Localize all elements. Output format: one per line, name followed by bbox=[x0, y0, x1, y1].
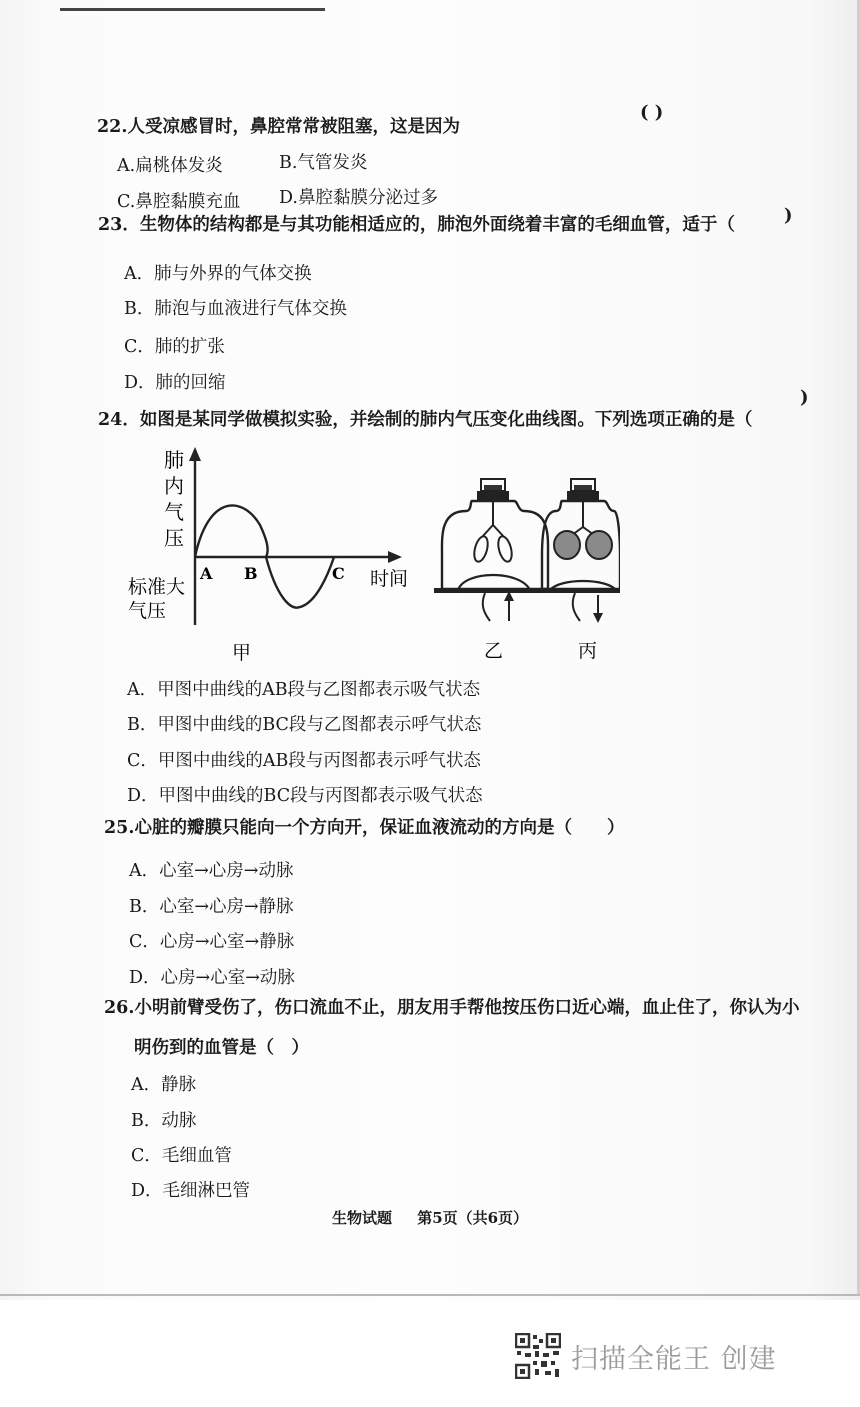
question-26-option-d: D．毛细淋巴管 bbox=[131, 1181, 251, 1201]
lung-left bbox=[472, 535, 490, 563]
caption-jia: 甲 bbox=[232, 642, 252, 664]
question-24-option-a: A．甲图中曲线的AB段与乙图都表示吸气状态 bbox=[127, 680, 481, 700]
question-23-option-a: A．肺与外界的气体交换 bbox=[124, 264, 312, 284]
question-22-option-d: D.鼻腔黏膜分泌过多 bbox=[279, 188, 438, 208]
y-label-char: 内 bbox=[164, 474, 184, 498]
question-25-option-d: D．心房→心室→动脉 bbox=[129, 968, 295, 988]
point-b-label: B bbox=[244, 564, 258, 583]
question-22-option-a: A.扁桃体发炎 bbox=[117, 156, 223, 176]
point-c-label: C bbox=[332, 564, 345, 583]
q24-figure bbox=[120, 445, 620, 665]
question-24-stem: 24．如图是某同学做模拟实验，并绘制的肺内气压变化曲线图。下列选项正确的是（ bbox=[98, 410, 753, 430]
footer-page-number: 第5页（共6页） bbox=[417, 1209, 529, 1227]
y-label-char: 压 bbox=[164, 526, 184, 550]
question-25-option-b: B．心室→心房→静脉 bbox=[129, 897, 294, 917]
question-22-answer-bracket: ( ) bbox=[640, 102, 664, 123]
question-25-option-c: C．心房→心室→静脉 bbox=[129, 932, 295, 952]
question-25-option-a: A．心室→心房→动脉 bbox=[129, 861, 294, 881]
question-23-stem: 23．生物体的结构都是与其功能相适应的，肺泡外面绕着丰富的毛细血管，适于（ bbox=[98, 215, 735, 235]
question-24-option-b: B．甲图中曲线的BC段与乙图都表示呼气状态 bbox=[127, 715, 482, 735]
y-label-char: 肺 bbox=[164, 448, 184, 472]
baseline-label: 标准大 bbox=[128, 576, 186, 598]
page-bottom-edge bbox=[0, 1294, 860, 1296]
top-rule bbox=[60, 8, 325, 11]
question-23-option-b: B．肺泡与血液进行气体交换 bbox=[124, 299, 347, 319]
question-24-option-d: D．甲图中曲线的BC段与丙图都表示吸气状态 bbox=[127, 786, 483, 806]
x-axis-arrow bbox=[388, 551, 402, 563]
bell-jar-yi bbox=[434, 479, 556, 662]
question-26-option-b: B．动脉 bbox=[131, 1111, 197, 1131]
caption-yi: 乙 bbox=[484, 640, 504, 662]
question-26-stem-continued: 明伤到的血管是（ ） bbox=[134, 1038, 309, 1058]
y-axis-arrow bbox=[189, 447, 201, 461]
question-24-option-c: C．甲图中曲线的AB段与丙图都表示呼气状态 bbox=[127, 751, 481, 771]
question-26-stem: 26.小明前臂受伤了，伤口流血不止，朋友用手帮他按压伤口近心端，血止住了，你认为小 bbox=[104, 998, 800, 1018]
page-footer bbox=[0, 1207, 860, 1228]
question-26-option-a: A．静脉 bbox=[131, 1075, 197, 1095]
lung-left-inflated bbox=[554, 531, 580, 559]
caption-bing: 丙 bbox=[578, 640, 598, 662]
baseline-label: 气压 bbox=[128, 600, 167, 622]
pressure-curve-graph bbox=[128, 447, 408, 664]
question-23-answer-bracket: ) bbox=[784, 205, 793, 226]
diaphragm bbox=[458, 575, 530, 590]
y-label-char: 气 bbox=[164, 500, 184, 524]
bell-jar-bing bbox=[538, 479, 620, 662]
question-23-option-d: D．肺的回缩 bbox=[124, 373, 226, 393]
question-22-option-c: C.鼻腔黏膜充血 bbox=[117, 192, 241, 212]
question-26-option-c: C．毛细血管 bbox=[131, 1146, 232, 1166]
lung-right bbox=[496, 535, 514, 563]
watermark-text: 扫描全能王 创建 bbox=[571, 1343, 777, 1375]
x-axis-label: 时间 bbox=[370, 568, 409, 590]
lung-right-inflated bbox=[586, 531, 612, 559]
footer-subject: 生物试题 bbox=[331, 1209, 392, 1227]
qr-code-icon bbox=[515, 1333, 561, 1379]
question-25-stem: 25.心脏的瓣膜只能向一个方向开，保证血液流动的方向是（ ） bbox=[104, 818, 625, 838]
scanner-watermark bbox=[515, 1332, 777, 1380]
question-24-answer-bracket: ) bbox=[800, 387, 809, 408]
question-23-option-c: C．肺的扩张 bbox=[124, 337, 225, 357]
question-22-option-b: B.气管发炎 bbox=[279, 153, 368, 173]
point-a-label: A bbox=[200, 564, 213, 583]
question-22-stem: 22.人受凉感冒时，鼻腔常常被阻塞，这是因为 bbox=[97, 117, 460, 137]
